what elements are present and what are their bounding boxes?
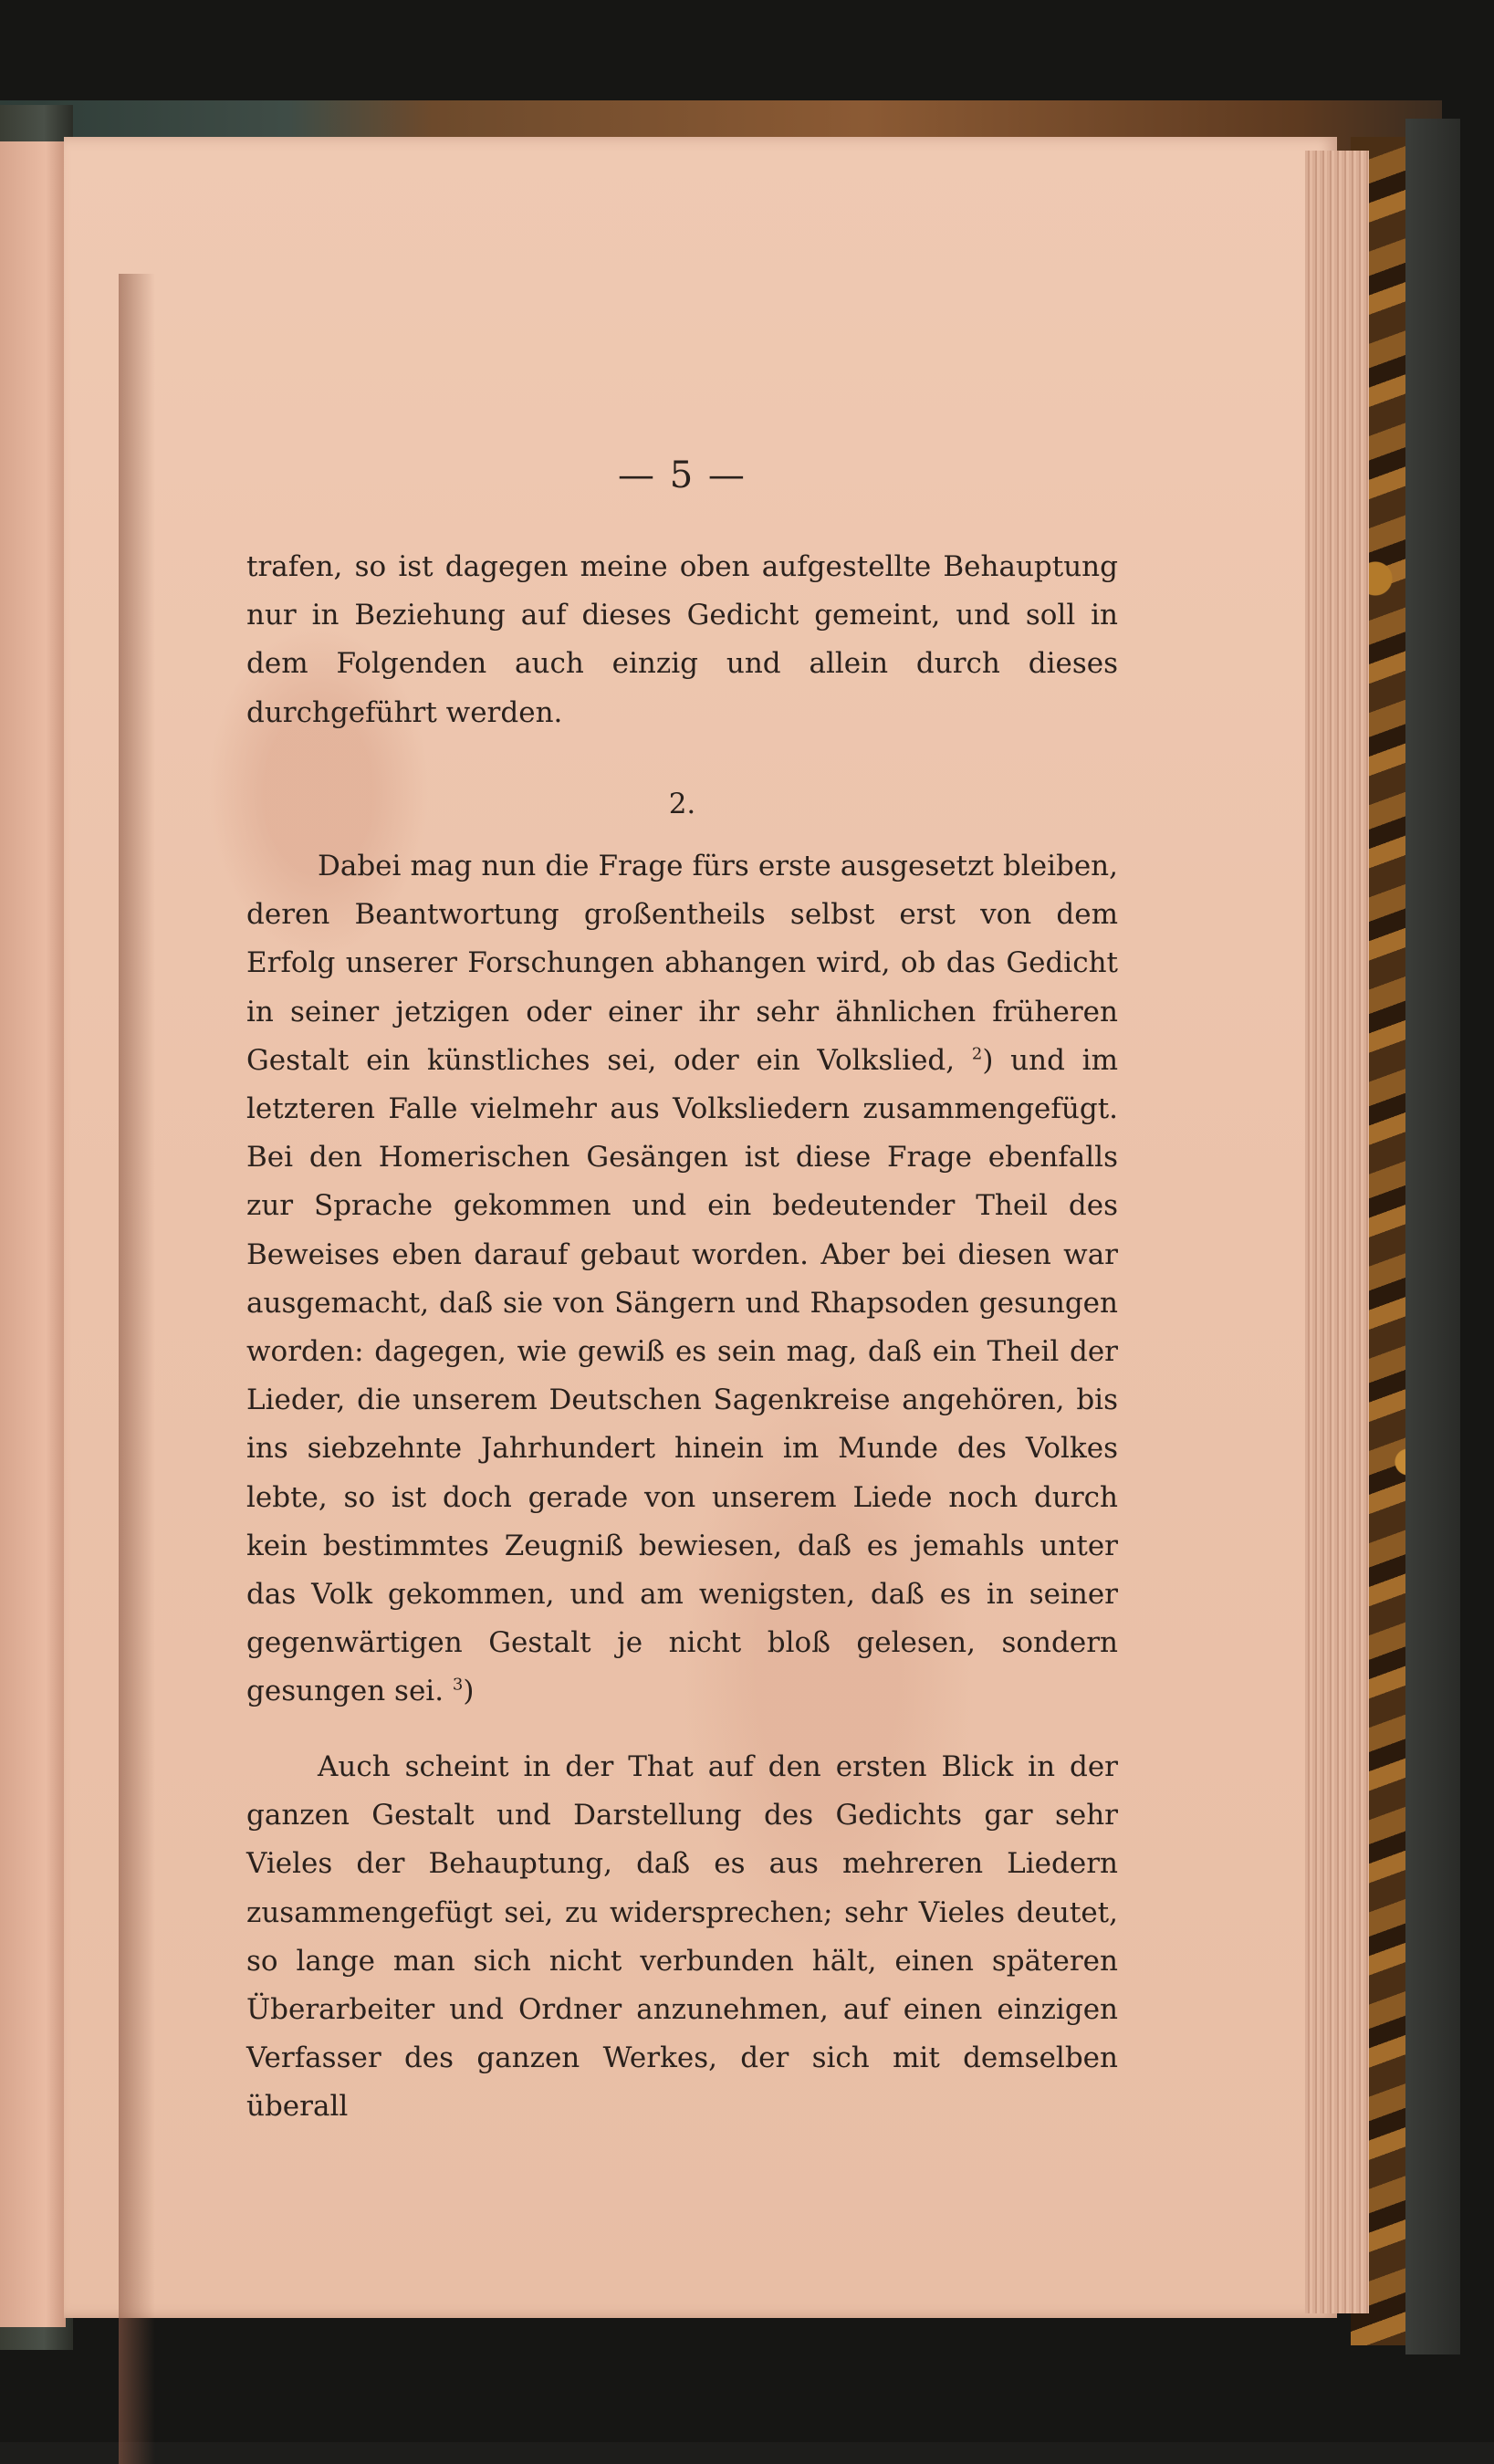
facing-page-edge — [0, 141, 66, 2327]
paragraph-text: ) — [463, 1675, 475, 1708]
footnote-reference: 2 — [971, 1044, 983, 1064]
page-number: — 5 — — [618, 454, 747, 496]
page-gutter-shadow — [119, 274, 155, 2464]
paragraph-text: ) und im letzteren Falle vielmehr aus Volksliedern zusammengefügt. Bei den Homerischen Gesängen ist diese Frage ebenfalls zur Sprache gekommen und ein bedeutender Theil des Beweises eben darauf gebaut worden. Aber bei diesen war ausgemacht, daß sie von Sängern und Rhapsoden gesungen worden: dagegen, wie gewiß es sein mag, daß ein Theil der Lieder, die unserem Deutschen Sagenkreise angehören, bis ins siebzehnte Jahrhundert hinein im Munde des Volkes lebte, so ist doch gerade von unserem Liede noch durch kein bestimmtes Zeugniß bewiesen, daß es jemahls unter das Volk gekommen, und am wenigsten, daß es in seiner gegenwärtigen Gestalt je nicht bloß gelesen, sondern gesungen sei. — [246, 1043, 1118, 1708]
paragraph-section-2 — [246, 842, 1118, 1717]
page-stack-edge — [1305, 151, 1369, 2313]
paragraph-text: Dabei mag nun die Frage fürs erste ausgesetzt bleiben, deren Beantwortung großentheils selbst erst von dem Erfolg unserer Forschungen abhangen wird, ob das Gedicht in seiner jetzigen oder einer ihr sehr ähnlichen früheren Gestalt ein künstliches sei, oder ein Volkslied, — [246, 850, 1118, 1077]
paragraph-continuation: trafen, so ist dagegen meine oben aufgestellte Behauptung nur in Beziehung auf dieses Gedicht gemeint, und soll in dem Folgenden auch einzig und allein durch dieses durchgeführt werden. — [246, 550, 1118, 729]
book-page — [64, 137, 1337, 2318]
footnote-reference: 3 — [452, 1676, 464, 1696]
section-number: 2. — [668, 788, 696, 820]
paragraph-third: Auch scheint in der That auf den ersten Blick in der ganzen Gestalt und Darstellung des Gedichts gar sehr Vieles der Behauptung, daß es aus mehreren Liedern zusammengefügt sei, zu widersprechen; sehr Vieles deutet, so lange man sich nicht verbunden hält, einen späteren Überarbeiter und Ordner anzunehmen, auf einen einzigen Verfasser des ganzen Werkes, der sich mit demselben überall — [246, 1750, 1118, 2124]
book-cover-right-edge — [1405, 119, 1460, 2354]
